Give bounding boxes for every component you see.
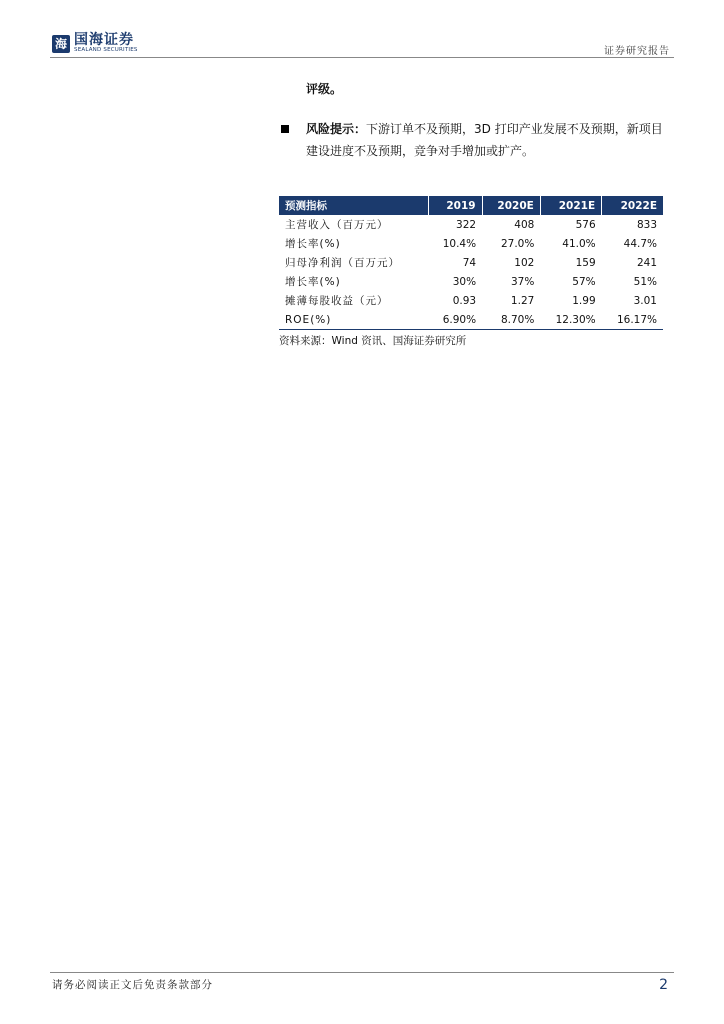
table-cell: 576 (575, 218, 596, 231)
company-logo (52, 33, 138, 54)
table-cell: 6.90% (429, 310, 482, 330)
table-cell: 51% (633, 275, 657, 288)
forecast-table (279, 196, 663, 330)
table-header-cell: 2020E (482, 196, 540, 215)
table-cell: 8.70% (482, 310, 540, 330)
table-header-cell: 2021E (540, 196, 601, 215)
table-cell: 44.7% (623, 237, 657, 250)
table-cell: 3.01 (633, 294, 657, 307)
footer-divider (50, 972, 674, 973)
bullet-square-icon (281, 125, 289, 133)
table-cell: 322 (456, 218, 477, 231)
table-cell: ROE(%) (279, 310, 429, 330)
table-cell: 10.4% (442, 237, 477, 250)
table-source-note: 资料来源：Wind 资讯、国海证券研究所 (279, 335, 467, 347)
risk-title: 风险提示： (306, 122, 367, 136)
table-cell: 159 (575, 256, 596, 269)
table-row (279, 272, 663, 291)
risk-text: 下游订单不及预期，3D 打印产业发展不及预期，新项目建设进度不及预期，竞争对手增加或扩产。 (306, 122, 663, 158)
table-cell: 833 (636, 218, 657, 231)
table-row (279, 234, 663, 253)
logo-english-name: SEALAND SECURITIES (74, 47, 138, 53)
sealand-logo-icon: 海 (52, 35, 70, 53)
page-number: 2 (659, 977, 668, 993)
table-header-cell: 2019 (429, 196, 482, 215)
table-cell: 30% (452, 275, 477, 288)
table-cell: 27.0% (500, 237, 535, 250)
table-cell: 12.30% (540, 310, 601, 330)
table-cell: 16.17% (602, 310, 663, 330)
rating-line: 评级。 (306, 82, 343, 96)
table-cell: 57% (572, 275, 596, 288)
table-cell: 0.93 (452, 294, 477, 307)
report-type-label: 证券研究报告 (604, 46, 670, 57)
table-cell: 摊薄每股收益（元） (285, 295, 389, 307)
table-cell: 1.99 (572, 294, 596, 307)
table-cell: 241 (636, 256, 657, 269)
table-row (279, 310, 663, 330)
table-header-cell: 2022E (602, 196, 663, 215)
footer-disclaimer: 请务必阅读正文后免责条款部分 (52, 979, 213, 991)
table-cell: 102 (514, 256, 535, 269)
logo-chinese-name: 国海证券 (74, 32, 134, 48)
table-cell: 1.27 (510, 294, 535, 307)
table-row (279, 291, 663, 310)
table-cell: 增长率(%) (285, 238, 341, 250)
table-cell: 41.0% (562, 237, 596, 250)
table-cell: 408 (514, 218, 535, 231)
table-cell: 主营收入（百万元） (285, 219, 389, 231)
table-row (279, 253, 663, 272)
table-cell: 37% (510, 275, 535, 288)
table-header-cell: 预测指标 (279, 196, 429, 215)
header-divider (50, 57, 674, 58)
table-cell: 增长率(%) (285, 276, 341, 288)
table-cell: 归母净利润（百万元） (285, 257, 400, 269)
table-cell: 74 (462, 256, 477, 269)
page-header (0, 0, 724, 58)
table-row (279, 215, 663, 234)
table-header-row (279, 196, 663, 215)
risk-warning (306, 118, 666, 162)
